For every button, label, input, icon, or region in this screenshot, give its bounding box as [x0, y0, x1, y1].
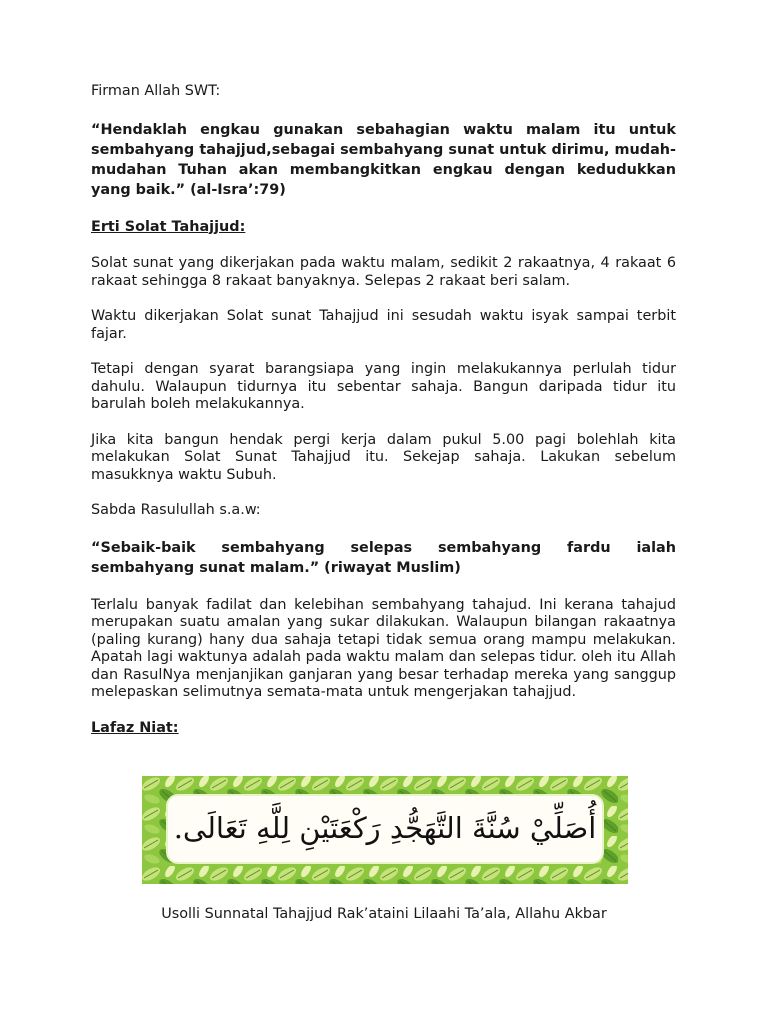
niat-text-panel: [168, 796, 602, 862]
paragraph-fadilat: Terlalu banyak fadilat dan kelebihan sembahyang tahajud. Ini kerana tahajud merupakan suatu amalan yang sukar dilakukan. Walaupun bilangan rakaatnya (paling kurang) hany dua sahaja tetapi tidak semua orang mampu melakukan. Apatah lagi waktunya adalah pada waktu malam dan selepas tidur. oleh itu Allah dan RasulNya menjanjikan ganjaran yang besar terhadap mereka yang sanggup melepaskan selimutnya semata-mata untuk mengerjakan tahajjud.: [91, 596, 676, 700]
paragraph-kerja: Jika kita bangun hendak pergi kerja dalam pukul 5.00 pagi bolehlah kita melakukan Solat Sunat Tahajjud itu. Sekejap sahaja. Lakukan sebelum masukknya waktu Subuh.: [91, 431, 676, 483]
paragraph-rakaat: Solat sunat yang dikerjakan pada waktu malam, sedikit 2 rakaatnya, 4 rakaat 6 rakaat sehingga 8 rakaat banyaknya. Selepas 2 rakaat beri salam.: [91, 255, 676, 289]
niat-banner: [142, 776, 628, 884]
hadith-quote: “Sebaik-baik sembahyang selepas sembahyang fardu ialah sembahyang sunat malam.” (riwayat Muslim): [91, 539, 676, 576]
niat-arabic-text: أُصَلِّيْ سُنَّةَ التَّهَجُّدِ رَكْعَتَيْنِ لِلَّهِ تَعَالَى.: [173, 811, 597, 846]
sabda-label: Sabda Rasulullah s.a.w:: [91, 502, 261, 518]
paragraph-syarat: Tetapi dengan syarat barangsiapa yang ingin melakukannya perlulah tidur dahulu. Walaupun tidurnya itu sebentar sahaja. Bangun daripada tidur itu barulah boleh melakukannya.: [91, 361, 676, 412]
niat-transliteration: Usolli Sunnatal Tahajjud Rak’ataini Lilaahi Ta’ala, Allahu Akbar: [161, 906, 607, 922]
document-body: [91, 83, 676, 756]
heading-lafaz-niat: Lafaz Niat:: [91, 719, 179, 736]
heading-erti-solat-tahajjud: Erti Solat Tahajjud:: [91, 218, 246, 235]
paragraph-waktu: Waktu dikerjakan Solat sunat Tahajjud ini sesudah waktu isyak sampai terbit fajar.: [91, 308, 676, 342]
intro-label: Firman Allah SWT:: [91, 83, 221, 99]
quran-quote: “Hendaklah engkau gunakan sebahagian waktu malam itu untuk sembahyang tahajjud,sebagai sembahyang sunat untuk dirimu, mudah-mudahan Tuhan akan membangkitkan engkau dengan kedudukkan yang baik.” (al-Isra’:79): [91, 121, 676, 198]
